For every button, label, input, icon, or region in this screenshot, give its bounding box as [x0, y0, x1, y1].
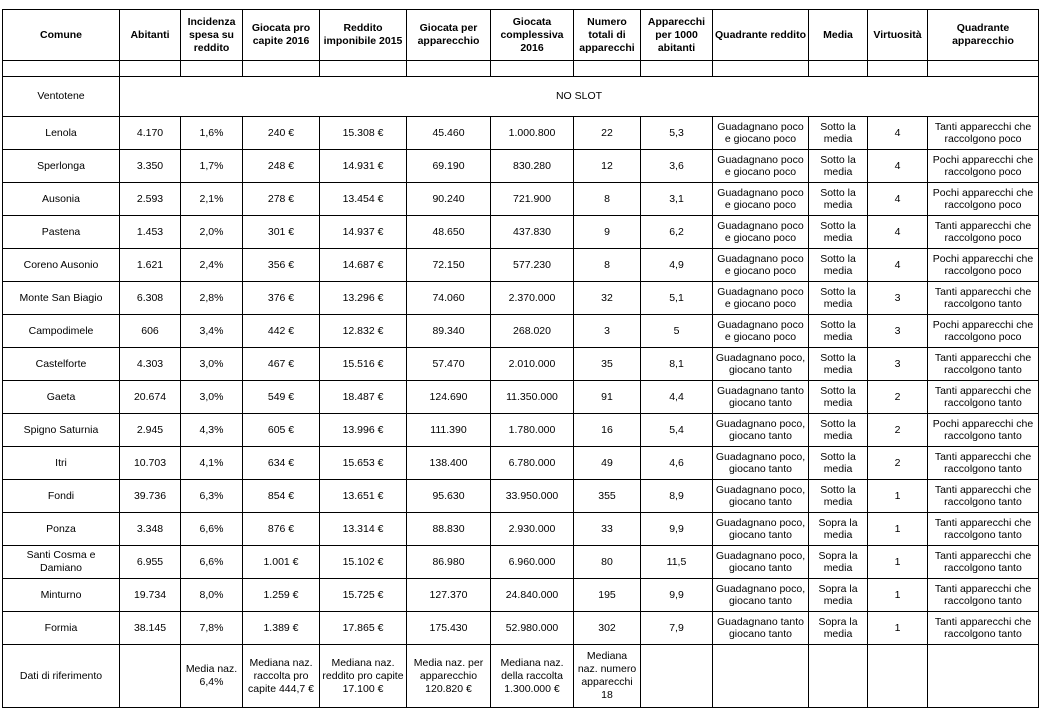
apparecchi-1000-cell: 3,1 — [641, 183, 713, 216]
quadrante-reddito-cell: Guadagnano poco, giocano tanto — [713, 414, 809, 447]
header-media: Media — [809, 10, 868, 61]
quadrante-apparecchio-cell: Tanti apparecchi che raccolgono tanto — [928, 612, 1039, 645]
incidenza-cell: 2,4% — [181, 249, 243, 282]
reference-empty-cell — [928, 645, 1039, 708]
reference-empty-cell — [868, 645, 928, 708]
giocata-apparecchio-cell: 72.150 — [407, 249, 491, 282]
apparecchi-1000-cell: 5,1 — [641, 282, 713, 315]
header-virtuosita: Virtuosità — [868, 10, 928, 61]
quadrante-apparecchio-cell: Pochi apparecchi che raccolgono poco — [928, 183, 1039, 216]
header-row — [3, 10, 1039, 61]
incidenza-cell: 6,6% — [181, 513, 243, 546]
giocata-apparecchio-cell: 138.400 — [407, 447, 491, 480]
abitanti-cell: 1.453 — [120, 216, 181, 249]
giocata-apparecchio-cell: 74.060 — [407, 282, 491, 315]
giocata-pro-capite-cell: 240 € — [243, 117, 320, 150]
quadrante-apparecchio-cell: Tanti apparecchi che raccolgono poco — [928, 117, 1039, 150]
quadrante-reddito-cell: Guadagnano poco, giocano tanto — [713, 513, 809, 546]
quadrante-apparecchio-cell: Tanti apparecchi che raccolgono tanto — [928, 282, 1039, 315]
quadrante-apparecchio-cell: Tanti apparecchi che raccolgono tanto — [928, 348, 1039, 381]
reference-reddito-cell: Mediana naz. reddito pro capite 17.100 € — [320, 645, 407, 708]
incidenza-cell: 6,6% — [181, 546, 243, 579]
header-giocata-complessiva: Giocata complessiva 2016 — [491, 10, 574, 61]
slot-statistics-table — [2, 9, 1039, 708]
reddito-cell: 15.102 € — [320, 546, 407, 579]
reddito-cell: 17.865 € — [320, 612, 407, 645]
comune-cell: Minturno — [3, 579, 120, 612]
comune-cell: Pastena — [3, 216, 120, 249]
media-cell: Sotto la media — [809, 348, 868, 381]
giocata-apparecchio-cell: 95.630 — [407, 480, 491, 513]
giocata-apparecchio-cell: 69.190 — [407, 150, 491, 183]
reddito-cell: 15.653 € — [320, 447, 407, 480]
media-cell: Sotto la media — [809, 282, 868, 315]
media-cell: Sopra la media — [809, 612, 868, 645]
table-row — [3, 612, 1039, 645]
abitanti-cell: 3.348 — [120, 513, 181, 546]
media-cell: Sotto la media — [809, 447, 868, 480]
table-row — [3, 414, 1039, 447]
numero-apparecchi-cell: 91 — [574, 381, 641, 414]
media-cell: Sotto la media — [809, 117, 868, 150]
header-comune: Comune — [3, 10, 120, 61]
numero-apparecchi-cell: 35 — [574, 348, 641, 381]
quadrante-apparecchio-cell: Tanti apparecchi che raccolgono tanto — [928, 447, 1039, 480]
giocata-pro-capite-cell: 248 € — [243, 150, 320, 183]
giocata-complessiva-cell: 11.350.000 — [491, 381, 574, 414]
apparecchi-1000-cell: 8,1 — [641, 348, 713, 381]
reddito-cell: 13.651 € — [320, 480, 407, 513]
reference-row — [3, 645, 1039, 708]
giocata-complessiva-cell: 2.930.000 — [491, 513, 574, 546]
reddito-cell: 13.296 € — [320, 282, 407, 315]
numero-apparecchi-cell: 302 — [574, 612, 641, 645]
apparecchi-1000-cell: 4,9 — [641, 249, 713, 282]
virtuosita-cell: 4 — [868, 117, 928, 150]
apparecchi-1000-cell: 6,2 — [641, 216, 713, 249]
table-row — [3, 249, 1039, 282]
reference-giocata-pro-capite-cell: Mediana naz. raccolta pro capite 444,7 € — [243, 645, 320, 708]
table-row — [3, 216, 1039, 249]
abitanti-cell: 6.955 — [120, 546, 181, 579]
comune-cell: Formia — [3, 612, 120, 645]
numero-apparecchi-cell: 22 — [574, 117, 641, 150]
media-cell: Sotto la media — [809, 480, 868, 513]
reference-empty-cell — [713, 645, 809, 708]
giocata-complessiva-cell: 577.230 — [491, 249, 574, 282]
numero-apparecchi-cell: 16 — [574, 414, 641, 447]
quadrante-apparecchio-cell: Tanti apparecchi che raccolgono tanto — [928, 513, 1039, 546]
abitanti-cell: 606 — [120, 315, 181, 348]
comune-cell: Spigno Saturnia — [3, 414, 120, 447]
numero-apparecchi-cell: 3 — [574, 315, 641, 348]
virtuosita-cell: 4 — [868, 183, 928, 216]
reddito-cell: 13.454 € — [320, 183, 407, 216]
table-row — [3, 546, 1039, 579]
quadrante-apparecchio-cell: Tanti apparecchi che raccolgono tanto — [928, 381, 1039, 414]
quadrante-reddito-cell: Guadagnano poco, giocano tanto — [713, 447, 809, 480]
apparecchi-1000-cell: 8,9 — [641, 480, 713, 513]
apparecchi-1000-cell: 5,3 — [641, 117, 713, 150]
incidenza-cell: 3,0% — [181, 381, 243, 414]
quadrante-reddito-cell: Guadagnano poco e giocano poco — [713, 183, 809, 216]
reference-giocata-apparecchio-cell: Media naz. per apparecchio 120.820 € — [407, 645, 491, 708]
media-cell: Sotto la media — [809, 381, 868, 414]
abitanti-cell: 3.350 — [120, 150, 181, 183]
quadrante-reddito-cell: Guadagnano poco, giocano tanto — [713, 480, 809, 513]
giocata-pro-capite-cell: 549 € — [243, 381, 320, 414]
incidenza-cell: 2,0% — [181, 216, 243, 249]
abitanti-cell: 2.945 — [120, 414, 181, 447]
incidenza-cell: 4,3% — [181, 414, 243, 447]
table-row — [3, 183, 1039, 216]
header-quadrante-reddito: Quadrante reddito — [713, 10, 809, 61]
quadrante-reddito-cell: Guadagnano poco e giocano poco — [713, 117, 809, 150]
comune-cell: Lenola — [3, 117, 120, 150]
media-cell: Sopra la media — [809, 579, 868, 612]
numero-apparecchi-cell: 12 — [574, 150, 641, 183]
giocata-apparecchio-cell: 175.430 — [407, 612, 491, 645]
abitanti-cell: 20.674 — [120, 381, 181, 414]
incidenza-cell: 7,8% — [181, 612, 243, 645]
no-slot-cell: NO SLOT — [120, 77, 1039, 117]
reference-empty-cell — [641, 645, 713, 708]
virtuosita-cell: 1 — [868, 579, 928, 612]
table-row — [3, 579, 1039, 612]
reddito-cell: 14.931 € — [320, 150, 407, 183]
reference-numero-apparecchi-cell: Mediana naz. numero apparecchi 18 — [574, 645, 641, 708]
reference-incidenza-cell: Media naz. 6,4% — [181, 645, 243, 708]
abitanti-cell: 10.703 — [120, 447, 181, 480]
quadrante-apparecchio-cell: Pochi apparecchi che raccolgono tanto — [928, 414, 1039, 447]
numero-apparecchi-cell: 8 — [574, 249, 641, 282]
table-row — [3, 117, 1039, 150]
giocata-apparecchio-cell: 89.340 — [407, 315, 491, 348]
numero-apparecchi-cell: 80 — [574, 546, 641, 579]
table-container — [2, 9, 1039, 708]
reddito-cell: 12.832 € — [320, 315, 407, 348]
giocata-complessiva-cell: 6.960.000 — [491, 546, 574, 579]
quadrante-reddito-cell: Guadagnano poco, giocano tanto — [713, 579, 809, 612]
quadrante-apparecchio-cell: Tanti apparecchi che raccolgono tanto — [928, 579, 1039, 612]
table-row — [3, 480, 1039, 513]
quadrante-reddito-cell: Guadagnano poco e giocano poco — [713, 216, 809, 249]
numero-apparecchi-cell: 8 — [574, 183, 641, 216]
abitanti-cell: 39.736 — [120, 480, 181, 513]
giocata-complessiva-cell: 2.370.000 — [491, 282, 574, 315]
table-row — [3, 150, 1039, 183]
reference-label-cell: Dati di riferimento — [3, 645, 120, 708]
table-row — [3, 447, 1039, 480]
virtuosita-cell: 1 — [868, 612, 928, 645]
giocata-pro-capite-cell: 1.389 € — [243, 612, 320, 645]
numero-apparecchi-cell: 32 — [574, 282, 641, 315]
giocata-pro-capite-cell: 467 € — [243, 348, 320, 381]
giocata-pro-capite-cell: 442 € — [243, 315, 320, 348]
reddito-cell: 13.996 € — [320, 414, 407, 447]
giocata-apparecchio-cell: 57.470 — [407, 348, 491, 381]
virtuosita-cell: 2 — [868, 447, 928, 480]
giocata-complessiva-cell: 830.280 — [491, 150, 574, 183]
giocata-apparecchio-cell: 86.980 — [407, 546, 491, 579]
virtuosita-cell: 1 — [868, 480, 928, 513]
quadrante-apparecchio-cell: Tanti apparecchi che raccolgono poco — [928, 216, 1039, 249]
incidenza-cell: 2,8% — [181, 282, 243, 315]
virtuosita-cell: 2 — [868, 414, 928, 447]
header-abitanti: Abitanti — [120, 10, 181, 61]
numero-apparecchi-cell: 9 — [574, 216, 641, 249]
reddito-cell: 14.937 € — [320, 216, 407, 249]
incidenza-cell: 6,3% — [181, 480, 243, 513]
quadrante-reddito-cell: Guadagnano poco e giocano poco — [713, 282, 809, 315]
giocata-complessiva-cell: 2.010.000 — [491, 348, 574, 381]
reddito-cell: 15.725 € — [320, 579, 407, 612]
numero-apparecchi-cell: 355 — [574, 480, 641, 513]
apparecchi-1000-cell: 4,6 — [641, 447, 713, 480]
comune-cell: Ausonia — [3, 183, 120, 216]
abitanti-cell: 4.170 — [120, 117, 181, 150]
comune-cell: Castelforte — [3, 348, 120, 381]
header-apparecchi-1000: Apparecchi per 1000 abitanti — [641, 10, 713, 61]
giocata-complessiva-cell: 33.950.000 — [491, 480, 574, 513]
quadrante-reddito-cell: Guadagnano tanto giocano tanto — [713, 612, 809, 645]
giocata-pro-capite-cell: 605 € — [243, 414, 320, 447]
media-cell: Sotto la media — [809, 216, 868, 249]
media-cell: Sotto la media — [809, 414, 868, 447]
giocata-complessiva-cell: 1.000.800 — [491, 117, 574, 150]
virtuosita-cell: 1 — [868, 513, 928, 546]
giocata-complessiva-cell: 6.780.000 — [491, 447, 574, 480]
virtuosita-cell: 1 — [868, 546, 928, 579]
table-row — [3, 315, 1039, 348]
quadrante-apparecchio-cell: Pochi apparecchi che raccolgono poco — [928, 249, 1039, 282]
media-cell: Sopra la media — [809, 513, 868, 546]
incidenza-cell: 1,6% — [181, 117, 243, 150]
virtuosita-cell: 3 — [868, 315, 928, 348]
header-giocata-pro-capite: Giocata pro capite 2016 — [243, 10, 320, 61]
abitanti-cell: 4.303 — [120, 348, 181, 381]
giocata-complessiva-cell: 24.840.000 — [491, 579, 574, 612]
incidenza-cell: 4,1% — [181, 447, 243, 480]
quadrante-apparecchio-cell: Tanti apparecchi che raccolgono tanto — [928, 546, 1039, 579]
comune-cell: Gaeta — [3, 381, 120, 414]
apparecchi-1000-cell: 7,9 — [641, 612, 713, 645]
reddito-cell: 13.314 € — [320, 513, 407, 546]
comune-cell: Sperlonga — [3, 150, 120, 183]
giocata-complessiva-cell: 721.900 — [491, 183, 574, 216]
reference-giocata-complessiva-cell: Mediana naz. della raccolta 1.300.000 € — [491, 645, 574, 708]
incidenza-cell: 3,0% — [181, 348, 243, 381]
quadrante-reddito-cell: Guadagnano poco e giocano poco — [713, 315, 809, 348]
giocata-apparecchio-cell: 45.460 — [407, 117, 491, 150]
abitanti-cell: 38.145 — [120, 612, 181, 645]
giocata-pro-capite-cell: 301 € — [243, 216, 320, 249]
ventotene-row — [3, 77, 1039, 117]
incidenza-cell: 1,7% — [181, 150, 243, 183]
media-cell: Sopra la media — [809, 546, 868, 579]
quadrante-apparecchio-cell: Pochi apparecchi che raccolgono poco — [928, 150, 1039, 183]
apparecchi-1000-cell: 9,9 — [641, 513, 713, 546]
comune-cell: Ponza — [3, 513, 120, 546]
virtuosita-cell: 4 — [868, 249, 928, 282]
apparecchi-1000-cell: 11,5 — [641, 546, 713, 579]
comune-cell: Coreno Ausonio — [3, 249, 120, 282]
apparecchi-1000-cell: 3,6 — [641, 150, 713, 183]
comune-cell: Campodimele — [3, 315, 120, 348]
header-numero-apparecchi: Numero totali di apparecchi — [574, 10, 641, 61]
quadrante-reddito-cell: Guadagnano poco e giocano poco — [713, 249, 809, 282]
quadrante-reddito-cell: Guadagnano tanto giocano tanto — [713, 381, 809, 414]
quadrante-apparecchio-cell: Tanti apparecchi che raccolgono tanto — [928, 480, 1039, 513]
spacer-row — [3, 61, 1039, 77]
media-cell: Sotto la media — [809, 249, 868, 282]
virtuosita-cell: 2 — [868, 381, 928, 414]
reddito-cell: 14.687 € — [320, 249, 407, 282]
giocata-apparecchio-cell: 90.240 — [407, 183, 491, 216]
table-row — [3, 348, 1039, 381]
quadrante-reddito-cell: Guadagnano poco, giocano tanto — [713, 546, 809, 579]
giocata-complessiva-cell: 437.830 — [491, 216, 574, 249]
virtuosita-cell: 3 — [868, 348, 928, 381]
header-incidenza: Incidenza spesa su reddito — [181, 10, 243, 61]
table-row — [3, 282, 1039, 315]
giocata-apparecchio-cell: 127.370 — [407, 579, 491, 612]
apparecchi-1000-cell: 9,9 — [641, 579, 713, 612]
giocata-pro-capite-cell: 634 € — [243, 447, 320, 480]
incidenza-cell: 8,0% — [181, 579, 243, 612]
comune-cell: Santi Cosma e Damiano — [3, 546, 120, 579]
numero-apparecchi-cell: 195 — [574, 579, 641, 612]
giocata-complessiva-cell: 52.980.000 — [491, 612, 574, 645]
header-reddito: Reddito imponibile 2015 — [320, 10, 407, 61]
media-cell: Sotto la media — [809, 183, 868, 216]
reddito-cell: 15.516 € — [320, 348, 407, 381]
header-giocata-apparecchio: Giocata per apparecchio — [407, 10, 491, 61]
abitanti-cell: 19.734 — [120, 579, 181, 612]
header-quadrante-apparecchio: Quadrante apparecchio — [928, 10, 1039, 61]
reddito-cell: 18.487 € — [320, 381, 407, 414]
table-row — [3, 381, 1039, 414]
table-row — [3, 513, 1039, 546]
giocata-apparecchio-cell: 48.650 — [407, 216, 491, 249]
comune-cell: Ventotene — [3, 77, 120, 117]
quadrante-reddito-cell: Guadagnano poco, giocano tanto — [713, 348, 809, 381]
comune-cell: Itri — [3, 447, 120, 480]
virtuosita-cell: 4 — [868, 216, 928, 249]
giocata-pro-capite-cell: 876 € — [243, 513, 320, 546]
abitanti-cell: 1.621 — [120, 249, 181, 282]
giocata-pro-capite-cell: 854 € — [243, 480, 320, 513]
abitanti-cell: 2.593 — [120, 183, 181, 216]
apparecchi-1000-cell: 5,4 — [641, 414, 713, 447]
media-cell: Sotto la media — [809, 315, 868, 348]
media-cell: Sotto la media — [809, 150, 868, 183]
giocata-apparecchio-cell: 111.390 — [407, 414, 491, 447]
giocata-apparecchio-cell: 124.690 — [407, 381, 491, 414]
giocata-pro-capite-cell: 1.259 € — [243, 579, 320, 612]
quadrante-apparecchio-cell: Pochi apparecchi che raccolgono poco — [928, 315, 1039, 348]
numero-apparecchi-cell: 33 — [574, 513, 641, 546]
comune-cell: Monte San Biagio — [3, 282, 120, 315]
quadrante-reddito-cell: Guadagnano poco e giocano poco — [713, 150, 809, 183]
incidenza-cell: 2,1% — [181, 183, 243, 216]
giocata-apparecchio-cell: 88.830 — [407, 513, 491, 546]
apparecchi-1000-cell: 4,4 — [641, 381, 713, 414]
reddito-cell: 15.308 € — [320, 117, 407, 150]
numero-apparecchi-cell: 49 — [574, 447, 641, 480]
reference-abitanti-cell — [120, 645, 181, 708]
abitanti-cell: 6.308 — [120, 282, 181, 315]
virtuosita-cell: 4 — [868, 150, 928, 183]
apparecchi-1000-cell: 5 — [641, 315, 713, 348]
incidenza-cell: 3,4% — [181, 315, 243, 348]
giocata-complessiva-cell: 268.020 — [491, 315, 574, 348]
reference-empty-cell — [809, 645, 868, 708]
giocata-pro-capite-cell: 1.001 € — [243, 546, 320, 579]
giocata-complessiva-cell: 1.780.000 — [491, 414, 574, 447]
comune-cell: Fondi — [3, 480, 120, 513]
giocata-pro-capite-cell: 278 € — [243, 183, 320, 216]
virtuosita-cell: 3 — [868, 282, 928, 315]
giocata-pro-capite-cell: 376 € — [243, 282, 320, 315]
giocata-pro-capite-cell: 356 € — [243, 249, 320, 282]
